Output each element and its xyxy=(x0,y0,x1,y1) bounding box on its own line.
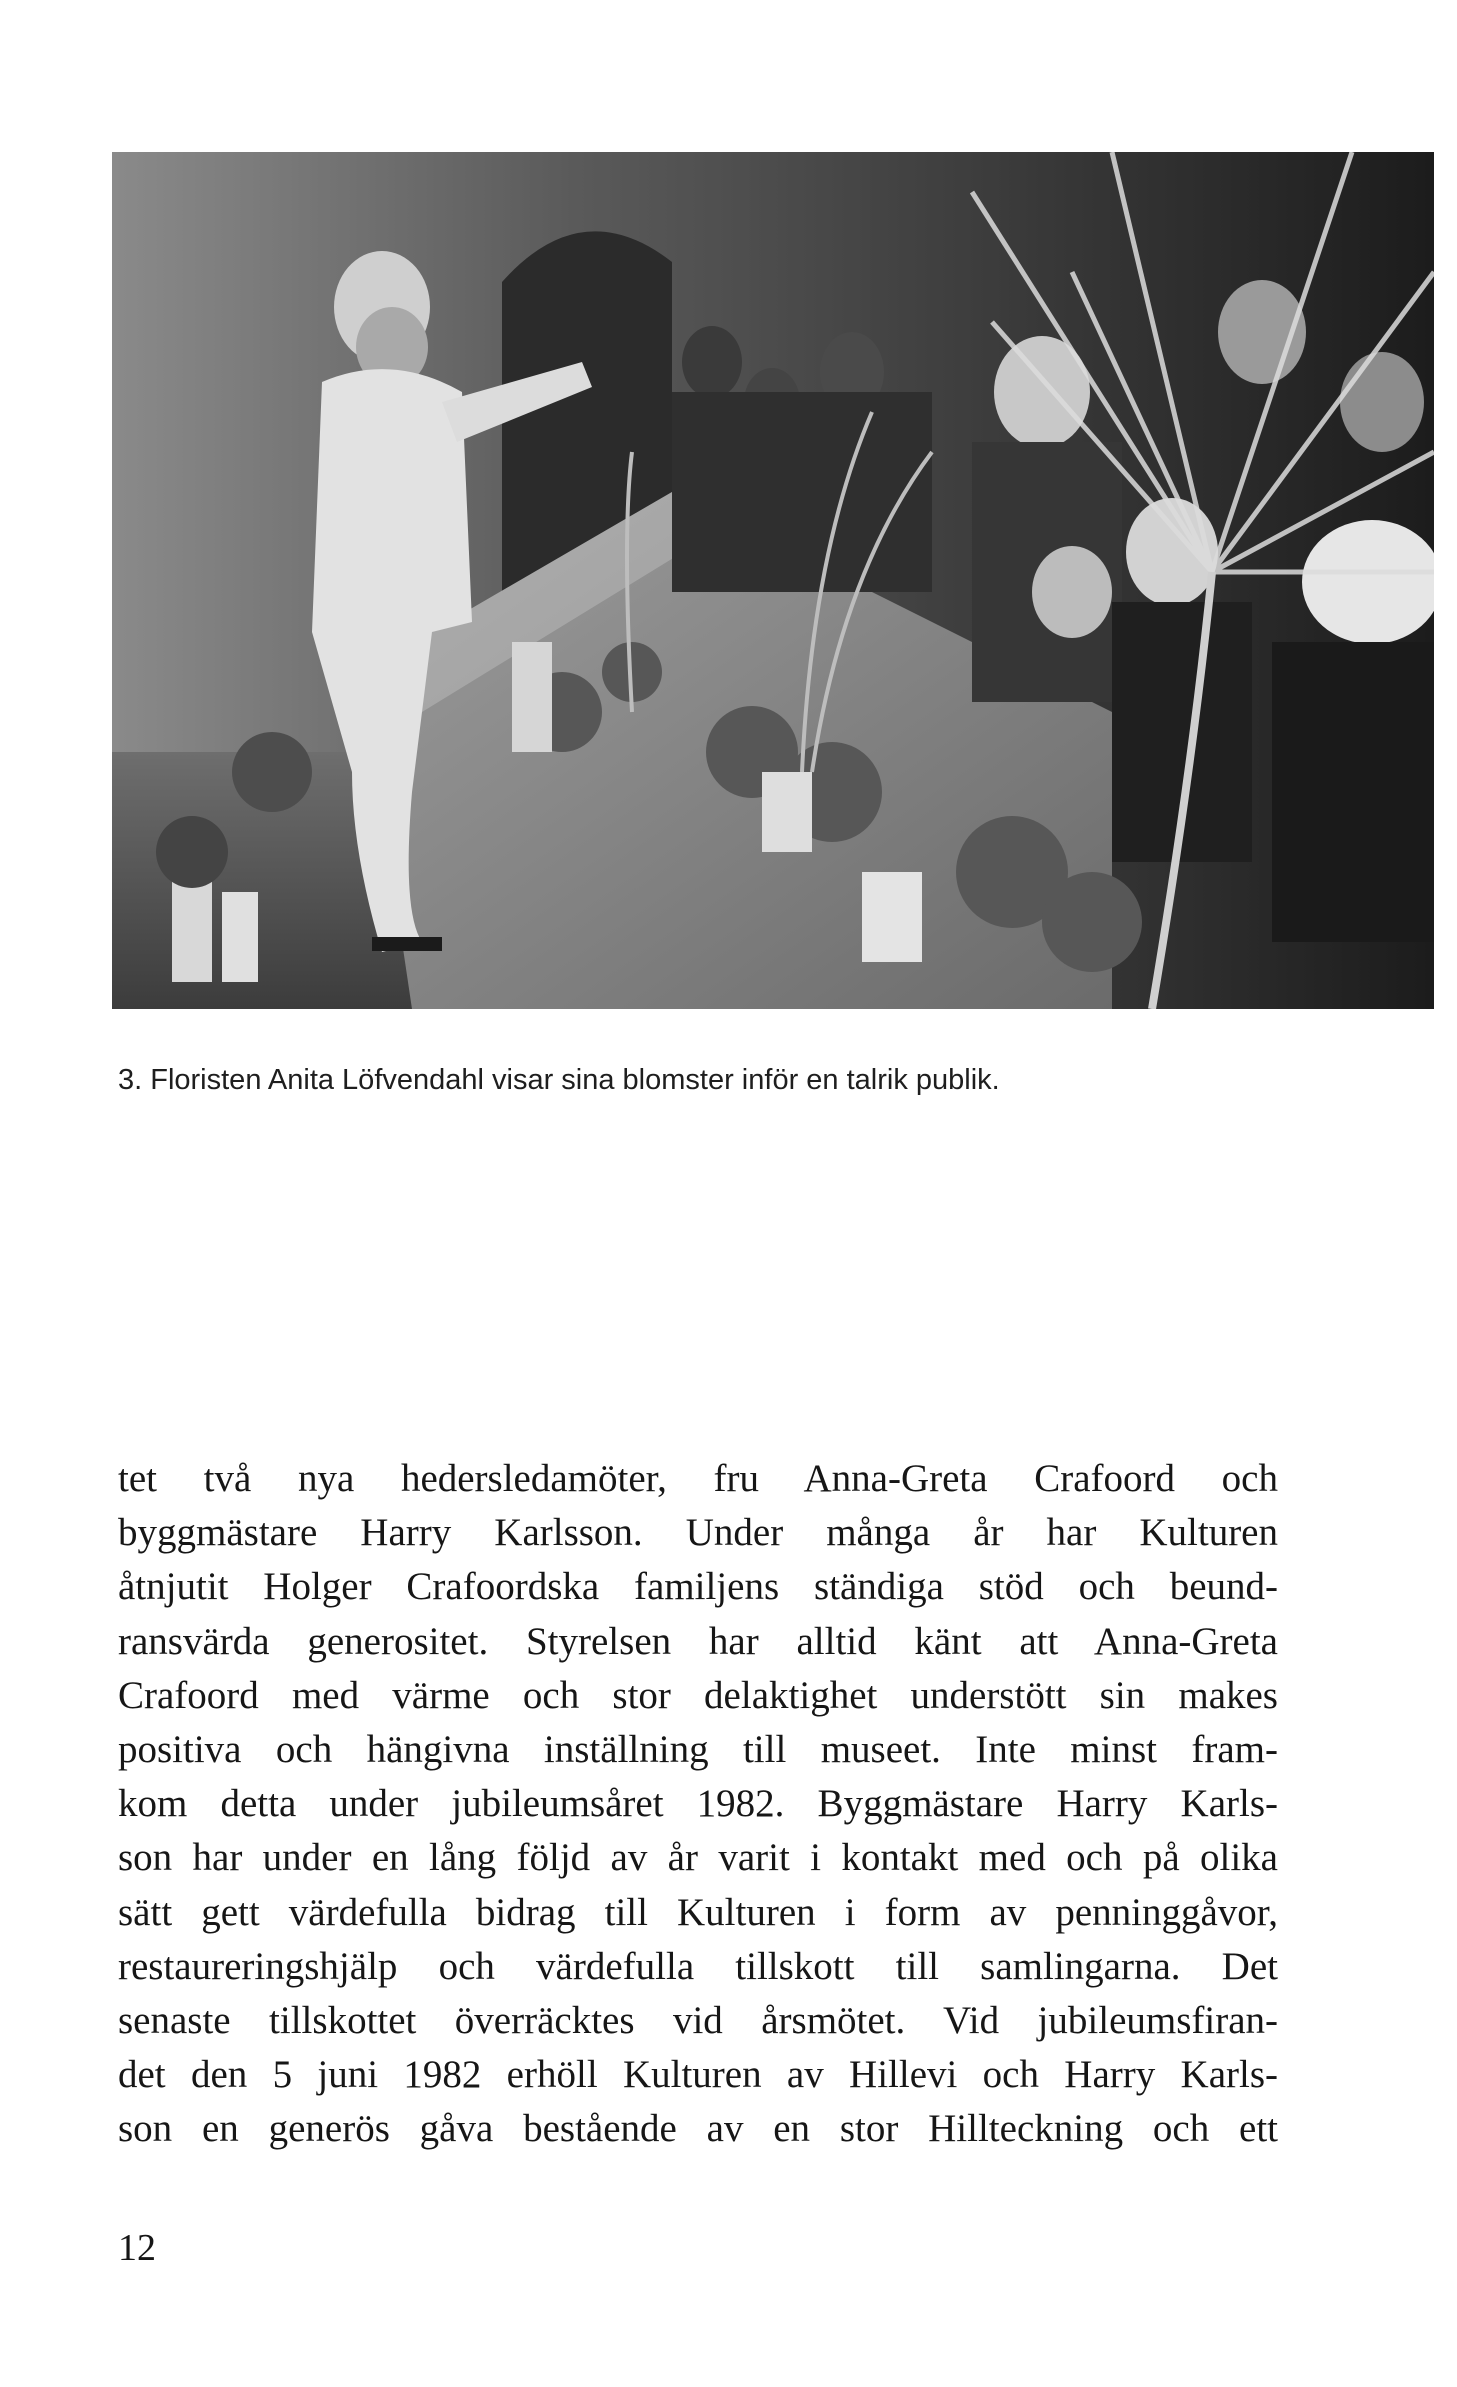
text-line: son en generös gåva bestående av en stor Hillteckning och ett xyxy=(118,2107,1278,2151)
text-line: son har under en lång följd av år varit i kontakt med och på olika xyxy=(118,1836,1278,1880)
body-text xyxy=(118,1452,1278,2156)
text-line: senaste tillskottet överräcktes vid årsmötet. Vid jubileumsfiran- xyxy=(118,1998,1278,2042)
text-line: restaureringshjälp och värdefulla tillskott till samlingarna. Det xyxy=(118,1944,1278,1988)
text-line: Crafoord med värme och stor delaktighet understött sin makes xyxy=(118,1673,1278,1717)
text-line: kom detta under jubileumsåret 1982. Byggmästare Harry Karls- xyxy=(118,1782,1278,1826)
text-line: åtnjutit Holger Crafoordska familjens ständiga stöd och beund- xyxy=(118,1565,1278,1609)
text-line: positiva och hängivna inställning till museet. Inte minst fram- xyxy=(118,1727,1278,1771)
text-line: sätt gett värdefulla bidrag till Kulturen i form av penninggåvor, xyxy=(118,1890,1278,1934)
text-line: det den 5 juni 1982 erhöll Kulturen av Hillevi och Harry Karls- xyxy=(118,2053,1278,2097)
photograph xyxy=(112,152,1434,1009)
photo-florist-demonstration xyxy=(112,152,1434,1009)
text-line: ransvärda generositet. Styrelsen har alltid känt att Anna-Greta xyxy=(118,1619,1278,1663)
photo-caption: 3. Floristen Anita Löfvendahl visar sina blomster inför en talrik publik. xyxy=(118,1064,1000,1096)
page-number: 12 xyxy=(118,2227,156,2269)
text-line: tet två nya hedersledamöter, fru Anna-Greta Crafoord och xyxy=(118,1457,1278,1500)
text-line: byggmästare Harry Karlsson. Under många år har Kulturen xyxy=(118,1511,1278,1555)
